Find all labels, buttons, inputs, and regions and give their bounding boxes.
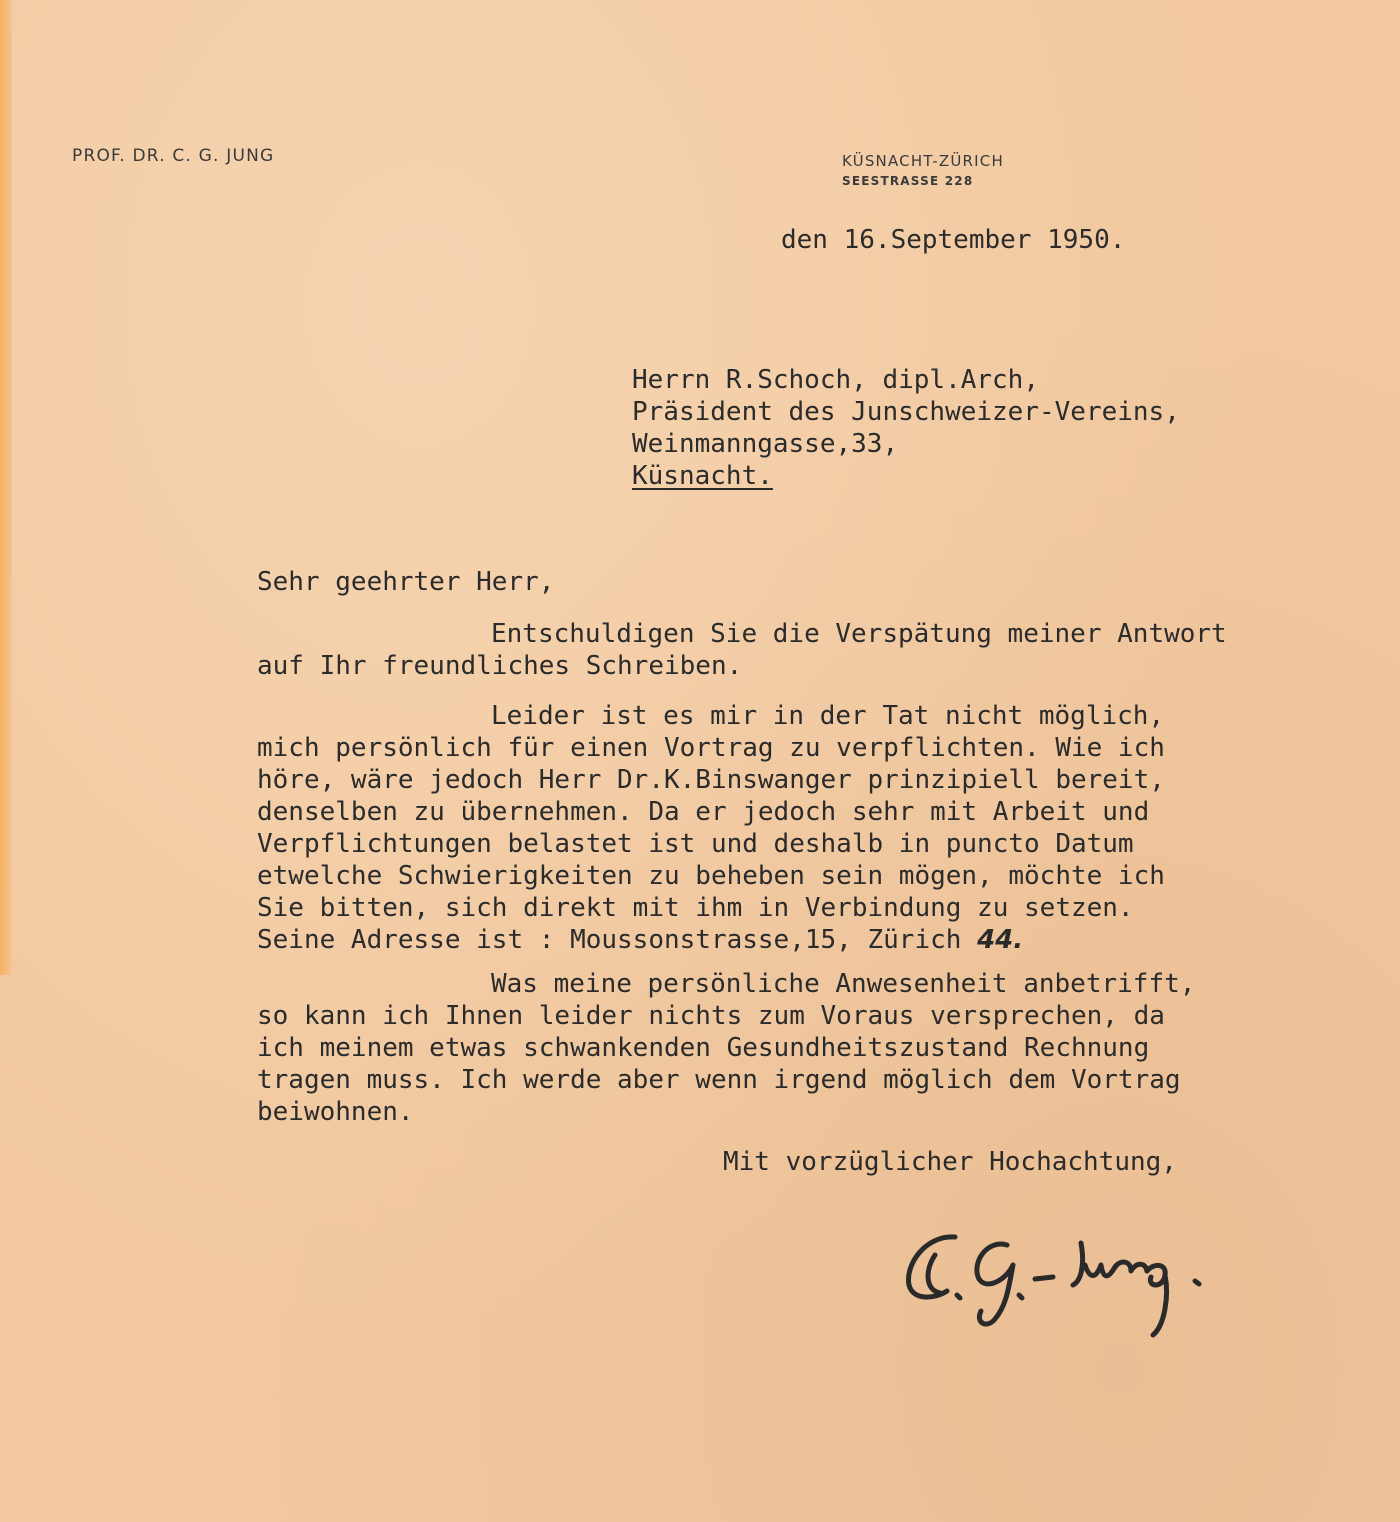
address-text: Seine Adresse ist : Moussonstrasse,15, Zürich [257, 925, 962, 955]
text-line: höre, wäre jedoch Herr Dr.K.Binswanger prinzipiell bereit, [257, 765, 1165, 795]
recipient-line: Präsident des Junschweizer-Vereins, [632, 397, 1180, 427]
text-line: denselben zu übernehmen. Da er jedoch sehr mit Arbeit und [257, 797, 1150, 827]
recipient-line: Herrn R.Schoch, dipl.Arch, [632, 365, 1039, 395]
signature-drawing [895, 1215, 1245, 1345]
text-line: Sie bitten, sich direkt mit ihm in Verbindung zu setzen. [257, 893, 1134, 923]
text-line: mich persönlich für einen Vortrag zu verpflichten. Wie ich [257, 733, 1165, 763]
text-line: Leider ist es mir in der Tat nicht möglich, [491, 701, 1165, 731]
text-line: so kann ich Ihnen leider nichts zum Voraus versprechen, da [257, 1001, 1165, 1031]
paragraph-lecture [257, 700, 1165, 956]
text-line: auf Ihr freundliches Schreiben. [257, 651, 743, 681]
paper-edge [0, 0, 12, 975]
recipient-address [632, 364, 1180, 492]
letterhead-city: KÜSNACHT-ZÜRICH [842, 152, 1004, 170]
text-line: tragen muss. Ich werde aber wenn irgend möglich dem Vortrag [257, 1065, 1181, 1095]
paragraph-attendance [257, 968, 1195, 1128]
address-line [257, 924, 1165, 956]
recipient-line: Weinmanngasse,33, [632, 429, 899, 459]
text-line: Entschuldigen Sie die Verspätung meiner Antwort [491, 619, 1227, 649]
salutation: Sehr geehrter Herr, [257, 567, 555, 597]
text-line: etwelche Schwierigkeiten zu beheben sein mögen, möchte ich [257, 861, 1165, 891]
letter-date: den 16.September 1950. [781, 225, 1126, 255]
text-line: ich meinem etwas schwankenden Gesundheitszustand Rechnung [257, 1033, 1150, 1063]
text-line: beiwohnen. [257, 1097, 414, 1127]
handwritten-zip: 44. [977, 925, 1024, 955]
letterhead-street: SEESTRASSE 228 [842, 174, 974, 188]
text-line: Was meine persönliche Anwesenheit anbetrifft, [491, 969, 1196, 999]
closing-phrase: Mit vorzüglicher Hochachtung, [723, 1147, 1177, 1177]
paragraph-apology [257, 618, 1227, 682]
letterhead-name: PROF. DR. C. G. JUNG [72, 146, 275, 166]
recipient-city: Küsnacht. [632, 461, 773, 491]
text-line: Verpflichtungen belastet ist und deshalb in puncto Datum [257, 829, 1134, 859]
signature [895, 1215, 1245, 1345]
